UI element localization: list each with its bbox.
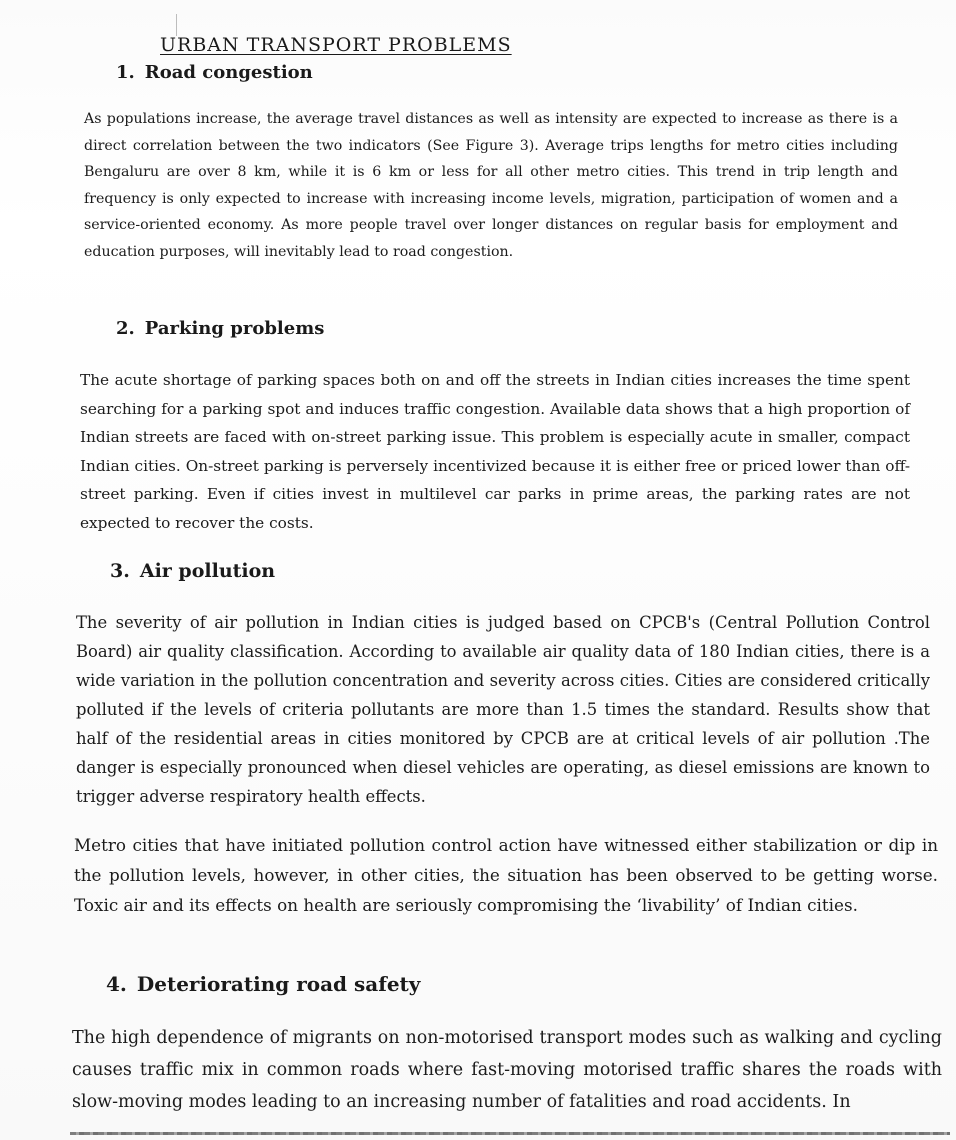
section-number: 3. <box>110 560 130 582</box>
page-bottom-edge <box>70 1132 950 1135</box>
section-heading-text: Deteriorating road safety <box>136 972 421 996</box>
section-heading-air-pollution <box>110 560 275 582</box>
paragraph-air-pollution-2: Metro cities that have initiated pollution control action have witnessed either stabilization or dip in the pollution levels, however, in other cities, the situation has been observed to be getting worse. Toxic air and its effects on health are seriously compromising the ‘livability’ of Indian cities. <box>74 835 938 916</box>
section-heading-road-congestion <box>116 62 313 83</box>
section-heading-text: Road congestion <box>144 62 313 83</box>
paragraph-road-safety: The high dependence of migrants on non-motorised transport modes such as walking and cycling causes traffic mix in common roads where fast-moving motorised traffic shares the roads with slow-moving modes leading to an increasing number of fatalities and road accidents. In <box>72 1028 942 1112</box>
section-number: 4. <box>106 972 127 996</box>
document-title: URBAN TRANSPORT PROBLEMS <box>160 34 512 56</box>
section-heading-road-safety <box>106 972 420 996</box>
section-heading-text: Parking problems <box>144 318 325 339</box>
paragraph-air-pollution-1: The severity of air pollution in Indian cities is judged based on CPCB's (Central Pollution Control Board) air quality classification. According to available air quality data of 180 Indian cities, there is a wide variation in the pollution concentration and severity across cities. Cities are considered critically polluted if the levels of criteria pollutants are more than 1.5 times the standard. Results show that half of the residential areas in cities monitored by CPCB are at critical levels of air pollution .The danger is especially pronounced when diesel vehicles are operating, as diesel emissions are known to trigger adverse respiratory health effects. <box>76 613 930 806</box>
section-heading-text: Air pollution <box>139 560 276 582</box>
section-number: 2. <box>116 318 135 339</box>
scan-margin-mark <box>176 14 177 36</box>
section-number: 1. <box>116 62 135 83</box>
section-heading-parking-problems <box>116 318 324 339</box>
paragraph-parking-problems: The acute shortage of parking spaces both on and off the streets in Indian cities increases the time spent searching for a parking spot and induces traffic congestion. Available data shows that a high proportion of Indian streets are faced with on-street parking issue. This problem is especially acute in smaller, compact Indian cities. On-street parking is perversely incentivized because it is either free or priced lower than off-street parking. Even if cities invest in multilevel car parks in prime areas, the parking rates are not expected to recover the costs. <box>80 371 910 532</box>
paragraph-road-congestion: As populations increase, the average travel distances as well as intensity are expected to increase as there is a direct correlation between the two indicators (See Figure 3). Average trips lengths for metro cities including Bengaluru are over 8 km, while it is 6 km or less for all other metro cities. This trend in trip length and frequency is only expected to increase with increasing income levels, migration, participation of women and a service-oriented economy. As more people travel over longer distances on regular basis for employment and education purposes, will inevitably lead to road congestion. <box>84 111 898 260</box>
